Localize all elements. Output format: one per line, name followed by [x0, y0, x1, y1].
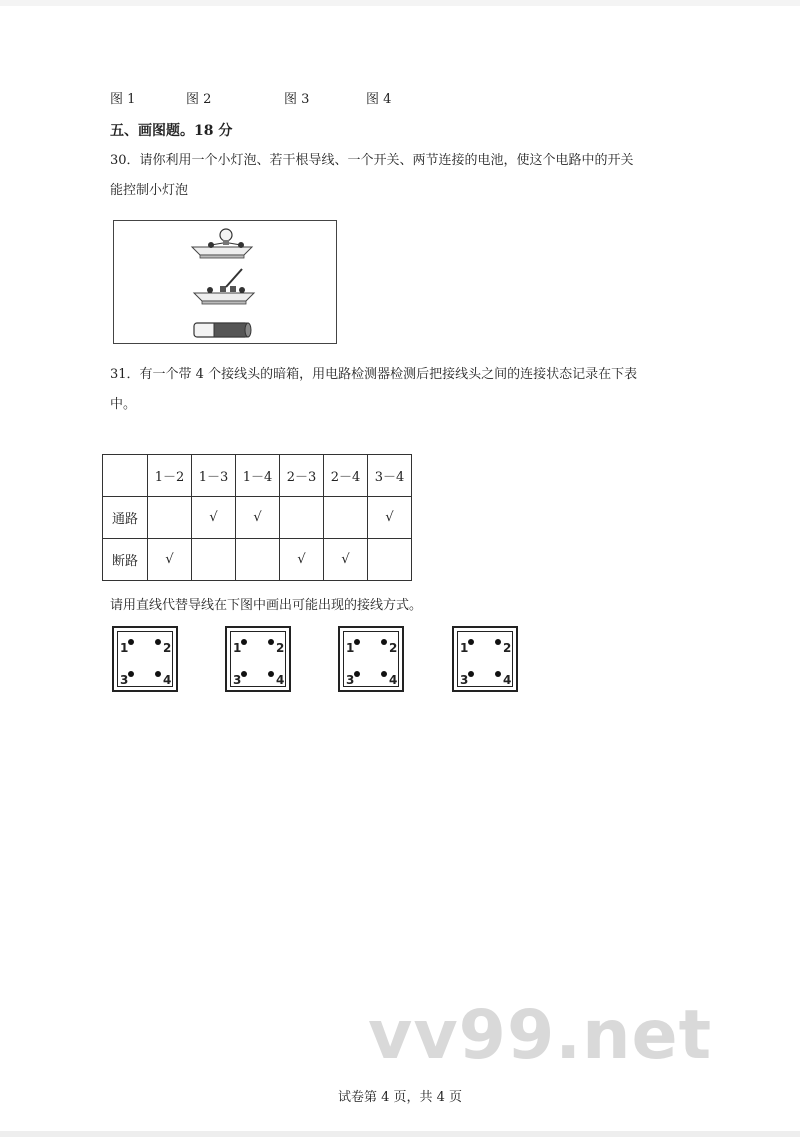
- terminal-dot: [155, 639, 161, 645]
- table-cell: √: [368, 497, 412, 539]
- terminal-label: 3: [460, 673, 469, 687]
- terminal-label: 2: [276, 641, 285, 655]
- terminal-dot: [354, 671, 360, 677]
- table-header-cell: 3－4: [368, 455, 412, 497]
- row-label: 断路: [103, 539, 148, 581]
- figure-label-3: 图 3: [284, 92, 310, 107]
- table-row: [103, 539, 412, 581]
- terminal-box[interactable]: [112, 626, 178, 692]
- terminal-label: 3: [346, 673, 355, 687]
- terminal-label: 3: [233, 673, 242, 687]
- table-header-cell: 1－3: [192, 455, 236, 497]
- figure-label-2: 图 2: [186, 92, 212, 107]
- battery-icon: [194, 323, 251, 337]
- circuit-components-drawing: [114, 221, 336, 343]
- terminal-dot: [128, 671, 134, 677]
- figure-labels: [110, 88, 430, 108]
- table-header-cell: [103, 455, 148, 497]
- terminal-label: 1: [120, 641, 129, 655]
- terminal-dot: [468, 671, 474, 677]
- terminal-label: 3: [120, 673, 129, 687]
- question-31-line-1: 31．有一个带 4 个接线头的暗箱，用电路检测器检测后把接线头之间的连接状态记录在下表: [110, 367, 638, 382]
- drawing-instruction: 请用直线代替导线在下图中画出可能出现的接线方式。: [110, 598, 423, 613]
- terminal-label: 1: [233, 641, 242, 655]
- table-cell: √: [324, 539, 368, 581]
- table-header-cell: 2－3: [280, 455, 324, 497]
- table-row: [103, 497, 412, 539]
- table-cell: [280, 497, 324, 539]
- table-cell: [236, 539, 280, 581]
- terminal-dot: [495, 671, 501, 677]
- question-30-line-1: 30．请你利用一个小灯泡、若干根导线、一个开关、两节连接的电池，使这个电路中的开关: [110, 153, 634, 168]
- table-cell: √: [192, 497, 236, 539]
- terminal-label: 2: [503, 641, 512, 655]
- terminal-dot: [495, 639, 501, 645]
- terminal-box[interactable]: [338, 626, 404, 692]
- terminal-box[interactable]: [452, 626, 518, 692]
- figure-label-1: 图 1: [110, 92, 136, 107]
- circuit-components-figure: [113, 220, 337, 344]
- terminal-dot: [468, 639, 474, 645]
- table-header-cell: 1－4: [236, 455, 280, 497]
- terminal-dot: [241, 671, 247, 677]
- section-title: 五、画图题。18 分: [110, 123, 233, 139]
- connection-table: [102, 454, 412, 581]
- terminal-dot: [128, 639, 134, 645]
- terminal-label: 1: [460, 641, 469, 655]
- terminal-label: 4: [389, 673, 398, 687]
- table-cell: √: [280, 539, 324, 581]
- terminal-dot: [268, 671, 274, 677]
- terminal-label: 2: [163, 641, 172, 655]
- figure-label-4: 图 4: [366, 92, 392, 107]
- switch-icon: [194, 269, 254, 304]
- table-cell: [324, 497, 368, 539]
- terminal-dot: [155, 671, 161, 677]
- terminal-dot: [354, 639, 360, 645]
- question-30: [110, 146, 700, 206]
- table-cell: √: [148, 539, 192, 581]
- terminal-label: 4: [163, 673, 172, 687]
- terminal-label: 2: [389, 641, 398, 655]
- table-header-cell: 2－4: [324, 455, 368, 497]
- terminal-dot: [268, 639, 274, 645]
- page-footer: 试卷第 4 页，共 4 页: [337, 1090, 463, 1105]
- row-label: 通路: [103, 497, 148, 539]
- terminal-label: 4: [503, 673, 512, 687]
- watermark: vv99.net: [368, 996, 713, 1075]
- table-cell: √: [236, 497, 280, 539]
- terminal-label: 4: [276, 673, 285, 687]
- terminal-dot: [241, 639, 247, 645]
- table-header-cell: 1－2: [148, 455, 192, 497]
- question-31: [110, 360, 700, 420]
- table-header-row: [103, 455, 412, 497]
- terminal-box[interactable]: [225, 626, 291, 692]
- table-cell: [192, 539, 236, 581]
- terminal-dot: [381, 639, 387, 645]
- terminal-dot: [381, 671, 387, 677]
- terminal-label: 1: [346, 641, 355, 655]
- bottom-edge: [0, 1131, 800, 1137]
- top-edge: [0, 0, 800, 6]
- question-30-line-2: 能控制小灯泡: [110, 183, 189, 198]
- bulb-icon: [192, 229, 252, 258]
- table-cell: [368, 539, 412, 581]
- question-31-line-2: 中。: [110, 397, 137, 412]
- table-cell: [148, 497, 192, 539]
